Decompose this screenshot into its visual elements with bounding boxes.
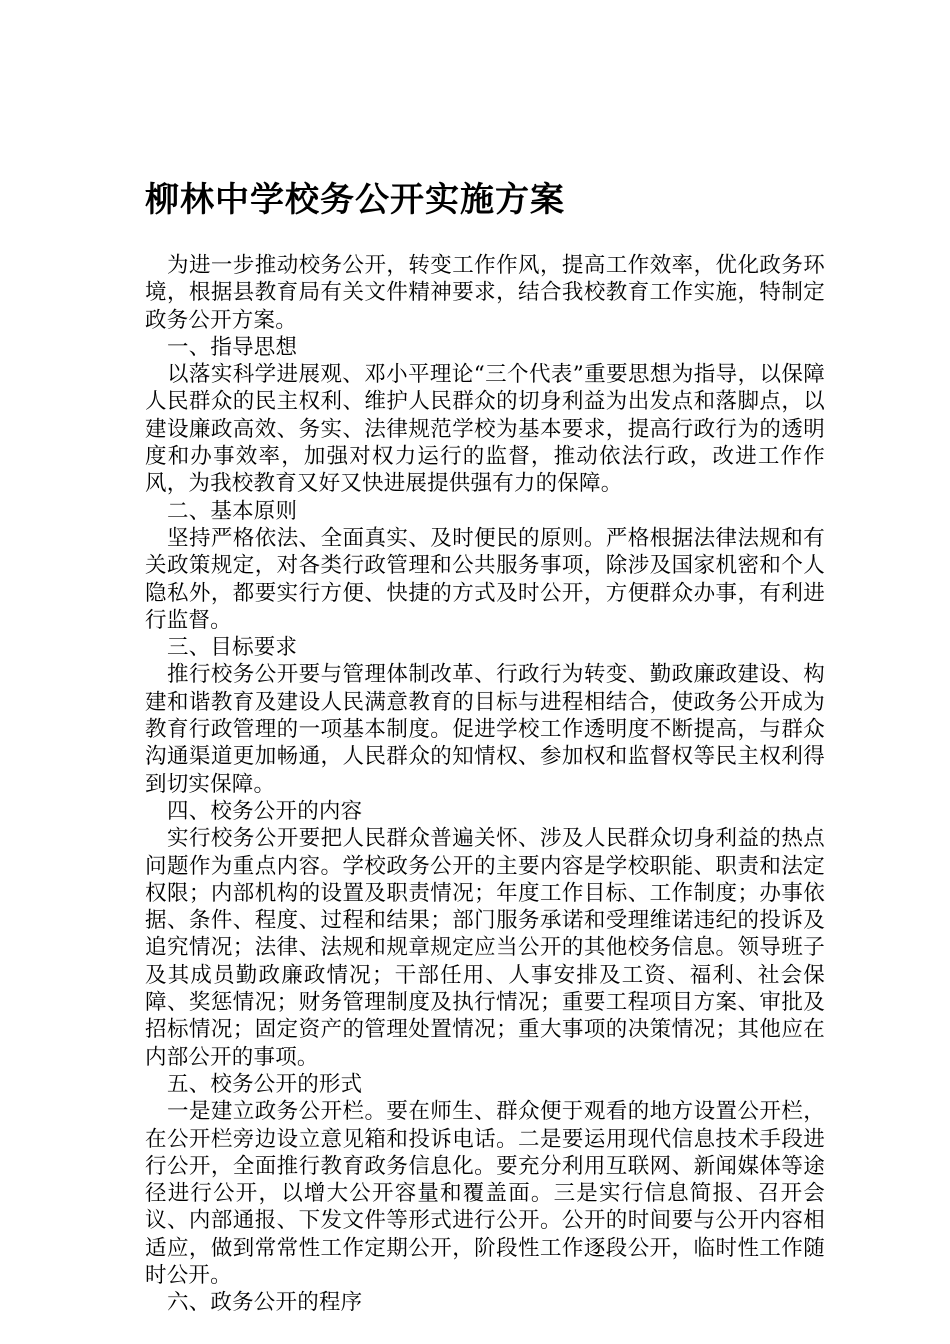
document-page	[145, 176, 825, 1317]
section-text-1: 以落实科学进展观、邓小平理论“三个代表”重要思想为指导，以保障人民群众的民主权利、维护人民群众的切身利益为出发点和落脚点，以建设廉政高效、务实、法律规范学校为基本要求，提高行政行为的透明度和办事效率，加强对权力运行的监督，推动依法行政，改进工作作风，为我校教育又好又快进展提供强有力的保障。	[145, 362, 825, 497]
section-text-3: 推行校务公开要与管理体制改革、行政行为转变、勤政廉政建设、构建和谐教育及建设人民满意教育的目标与进程相结合，使政务公开成为教育行政管理的一项基本制度。促进学校工作透明度不断提高，与群众沟通渠道更加畅通，人民群众的知情权、参加权和监督权等民主权利得到切实保障。	[145, 662, 825, 797]
section-heading-2: 二、基本原则	[167, 498, 298, 524]
section-heading-3: 三、目标要求	[167, 635, 298, 661]
intro-paragraph: 为进一步推动校务公开，转变工作作风，提高工作效率，优化政务环境，根据县教育局有关文件精神要求，结合我校教育工作实施，特制定政务公开方案。	[145, 253, 825, 333]
section-text-5: 一是建立政务公开栏。要在师生、群众便于观看的地方设置公开栏，在公开栏旁边设立意见箱和投诉电话。二是要运用现代信息技术手段进行公开，全面推行教育政务信息化。要充分利用互联网、新闻媒体等途径进行公开，以增大公开容量和覆盖面。三是实行信息简报、召开会议、内部通报、下发文件等形式进行公开。公开的时间要与公开内容相适应，做到常常性工作定期公开，阶段性工作逐段公开，临时性工作随时公开。	[145, 1099, 825, 1288]
section-heading-5: 五、校务公开的形式	[167, 1071, 363, 1097]
section-heading-4: 四、校务公开的内容	[167, 798, 363, 824]
document-body	[145, 252, 825, 1317]
document-title: 柳林中学校务公开实施方案	[145, 180, 565, 220]
section-text-2: 坚持严格依法、全面真实、及时便民的原则。严格根据法律法规和有关政策规定，对各类行政管理和公共服务事项，除涉及国家机密和个人隐私外，都要实行方便、快捷的方式及时公开，方便群众办事，有利进行监督。	[145, 525, 825, 633]
section-heading-1: 一、指导思想	[167, 334, 298, 360]
section-text-4: 实行校务公开要把人民群众普遍关怀、涉及人民群众切身利益的热点问题作为重点内容。学校政务公开的主要内容是学校职能、职责和法定权限；内部机构的设置及职责情况；年度工作目标、工作制度；办事依据、条件、程度、过程和结果；部门服务承诺和受理维诺违纪的投诉及追究情况；法律、法规和规章规定应当公开的其他校务信息。领导班子及其成员勤政廉政情况；干部任用、人事安排及工资、福利、社会保障、奖惩情况；财务管理制度及执行情况；重要工程项目方案、审批及招标情况；固定资产的管理处置情况；重大事项的决策情况；其他应在内部公开的事项。	[145, 826, 825, 1070]
section-heading-6: 六、政务公开的程序	[167, 1290, 363, 1316]
